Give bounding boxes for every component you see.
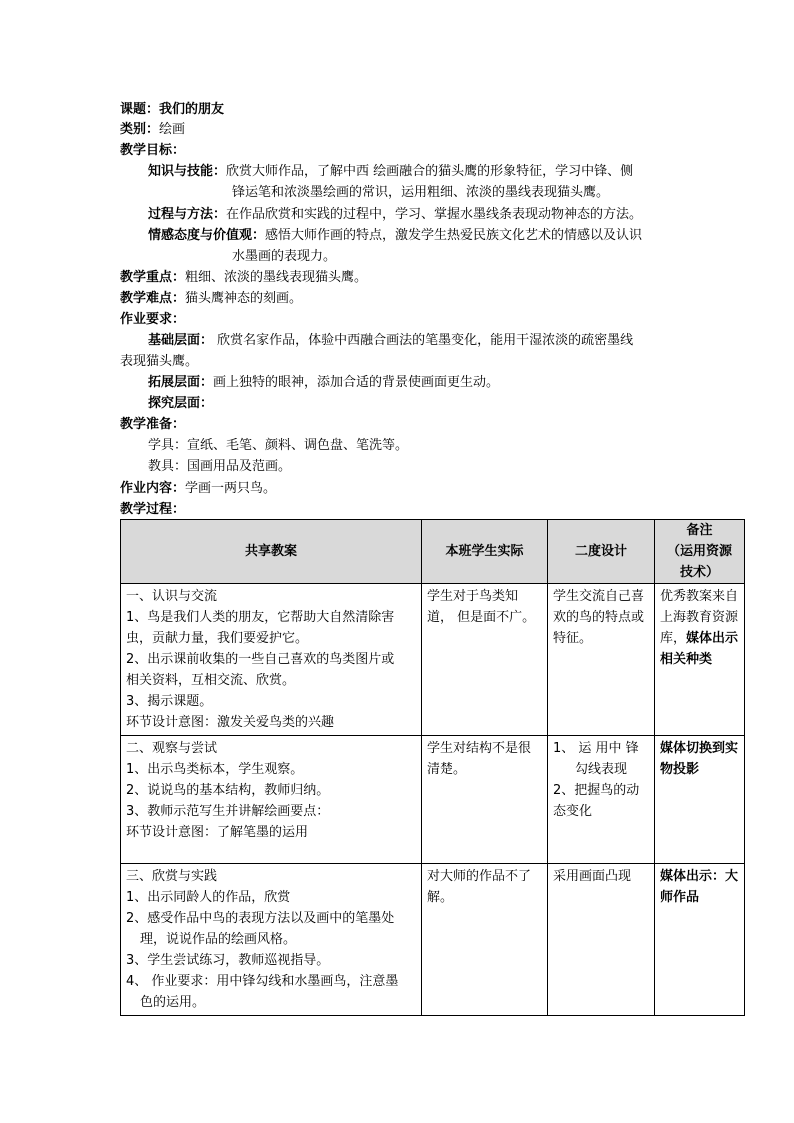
difficult-point-line	[120, 289, 302, 308]
plan-line: 色的运用。	[140, 995, 206, 1010]
header-second-design: 二度设计	[548, 520, 655, 584]
extend-level-label: 拓展层面：	[148, 375, 214, 390]
header-class-actual: 本班学生实际	[422, 520, 548, 584]
plan-line: 相关资料，互相交流、欣赏。	[126, 673, 296, 688]
plan-line: 3、揭示课题。	[126, 694, 213, 709]
plan-line: 环节设计意图：激发关爱鸟类的兴趣	[126, 715, 335, 730]
table-row	[121, 584, 745, 736]
homework-content-value: 学画一两只鸟。	[185, 481, 277, 496]
header-shared-plan: 共享教案	[121, 520, 422, 584]
table-row	[121, 736, 745, 864]
design-line: 勾线表现	[575, 762, 628, 777]
design-line: 1、 运 用中 锋	[553, 741, 639, 756]
explore-level-label: 探究层面：	[148, 396, 214, 411]
actual-cell: 学生对结构不是很清楚。	[422, 736, 548, 864]
plan-line: 2、出示课前收集的一些自己喜欢的鸟类图片或	[126, 652, 395, 667]
table-header-row	[121, 520, 745, 584]
homework-req-label: 作业要求：	[120, 312, 186, 327]
key-point-label: 教学重点：	[120, 270, 186, 285]
plan-line: 2、感受作品中鸟的表现方法以及画中的笔墨处	[126, 911, 395, 926]
plan-line: 环节设计意图：了解笔墨的运用	[126, 825, 309, 840]
teaching-process-table	[120, 519, 745, 1016]
key-point-value: 粗细、浓淡的墨线表现猫头鹰。	[185, 270, 368, 285]
title-label: 课题：	[120, 102, 160, 117]
note-cell	[655, 864, 745, 1016]
extend-level-line	[148, 373, 499, 392]
plan-line: 2、说说鸟的基本结构，教师归纳。	[126, 783, 330, 798]
knowledge-text-2: 锋运笔和浓淡墨绘画的常识，运用粗细、浓淡的墨线表现猫头鹰。	[232, 185, 610, 200]
note-bold: 媒体切换到实物投影	[660, 741, 739, 777]
design-line: 2、把握鸟的动	[553, 783, 640, 798]
plan-cell	[121, 736, 422, 864]
plan-cell	[121, 864, 422, 1016]
homework-content-label: 作业内容：	[120, 481, 186, 496]
attitude-label: 情感态度与价值观：	[148, 228, 266, 243]
note-bold: 媒体出示：大师作品	[660, 869, 739, 905]
basic-level-text-1: 欣赏名家作品，体验中西融合画法的笔墨变化，能用干湿浓淡的疏密墨线	[213, 333, 634, 348]
header-notes-line-1: 备注	[686, 523, 713, 538]
teacher-tools: 教具：国画用品及范画。	[148, 459, 292, 474]
plan-line: 虫，贡献力量，我们要爱护它。	[126, 631, 309, 646]
basic-level-label: 基础层面：	[148, 333, 214, 348]
process-method-label: 过程与方法：	[148, 207, 227, 222]
category-label: 类别：	[120, 122, 160, 137]
plan-line: 3、教师示范写生并讲解绘画要点：	[126, 804, 330, 819]
plan-line: 1、出示同龄人的作品，欣赏	[126, 890, 291, 905]
design-cell	[548, 736, 655, 864]
design-line: 态变化	[553, 804, 593, 819]
header-notes-line-2: （运用资源	[666, 544, 732, 559]
plan-line: 三、欣赏与实践	[126, 869, 218, 884]
header-notes-line-3: 技术）	[679, 565, 719, 580]
basic-level-text-2: 表现猫头鹰。	[120, 354, 199, 369]
homework-content-line	[120, 479, 276, 498]
attitude-text-2: 水墨画的表现力。	[232, 249, 337, 264]
plan-line: 1、鸟是我们人类的朋友，它帮助大自然清除害	[126, 610, 395, 625]
plan-line: 理，说说作品的绘画风格。	[140, 932, 297, 947]
process-label: 教学过程：	[120, 502, 186, 517]
plan-line: 二、观察与尝试	[126, 741, 218, 756]
basic-level-line	[148, 331, 633, 350]
plan-line: 1、出示鸟类标本，学生观察。	[126, 762, 304, 777]
process-method-line	[148, 205, 642, 224]
difficult-point-value: 猫头鹰神态的刻画。	[185, 291, 303, 306]
title-value: 我们的朋友	[159, 102, 225, 117]
plan-line: 一、认识与交流	[126, 589, 218, 604]
note-plain: 优秀教案来自上海教育资源库，	[660, 589, 739, 646]
attitude-text-1: 感悟大师作画的特点，激发学生热爱民族文化艺术的情感以及认识	[265, 228, 643, 243]
student-tools: 学具：宣纸、毛笔、颜料、调色盘、笔洗等。	[148, 438, 409, 453]
title-line	[120, 100, 224, 119]
actual-cell: 学生对于鸟类知道， 但是面不广。	[422, 584, 548, 736]
category-line	[120, 120, 185, 139]
difficult-point-label: 教学难点：	[120, 291, 186, 306]
note-cell	[655, 736, 745, 864]
process-method-value: 在作品欣赏和实践的过程中，学习、掌握水墨线条表现动物神态的方法。	[226, 207, 643, 222]
knowledge-label: 知识与技能：	[148, 164, 227, 179]
actual-cell: 对大师的作品不了解。	[422, 864, 548, 1016]
prep-label: 教学准备：	[120, 417, 186, 432]
note-cell	[655, 584, 745, 736]
extend-level-value: 画上独特的眼神，添加合适的背景使画面更生动。	[213, 375, 500, 390]
plan-line: 4、 作业要求：用中锋勾线和水墨画鸟，注意墨	[126, 974, 399, 989]
attitude-line	[148, 226, 642, 245]
key-point-line	[120, 268, 367, 287]
plan-line: 3、学生尝试练习，教师巡视指导。	[126, 953, 330, 968]
knowledge-line	[148, 162, 633, 181]
header-notes	[655, 520, 745, 584]
goals-label: 教学目标：	[120, 143, 186, 158]
note-bold: 媒体出示相关种类	[660, 631, 739, 667]
knowledge-text-1: 欣赏大师作品，了解中西 绘画融合的猫头鹰的形象特征，学习中锋、侧	[226, 164, 634, 179]
design-cell: 学生交流自己喜欢的鸟的特点或特征。	[548, 584, 655, 736]
table-row	[121, 864, 745, 1016]
category-value: 绘画	[159, 122, 186, 137]
plan-cell	[121, 584, 422, 736]
design-cell: 采用画面凸现	[548, 864, 655, 1016]
